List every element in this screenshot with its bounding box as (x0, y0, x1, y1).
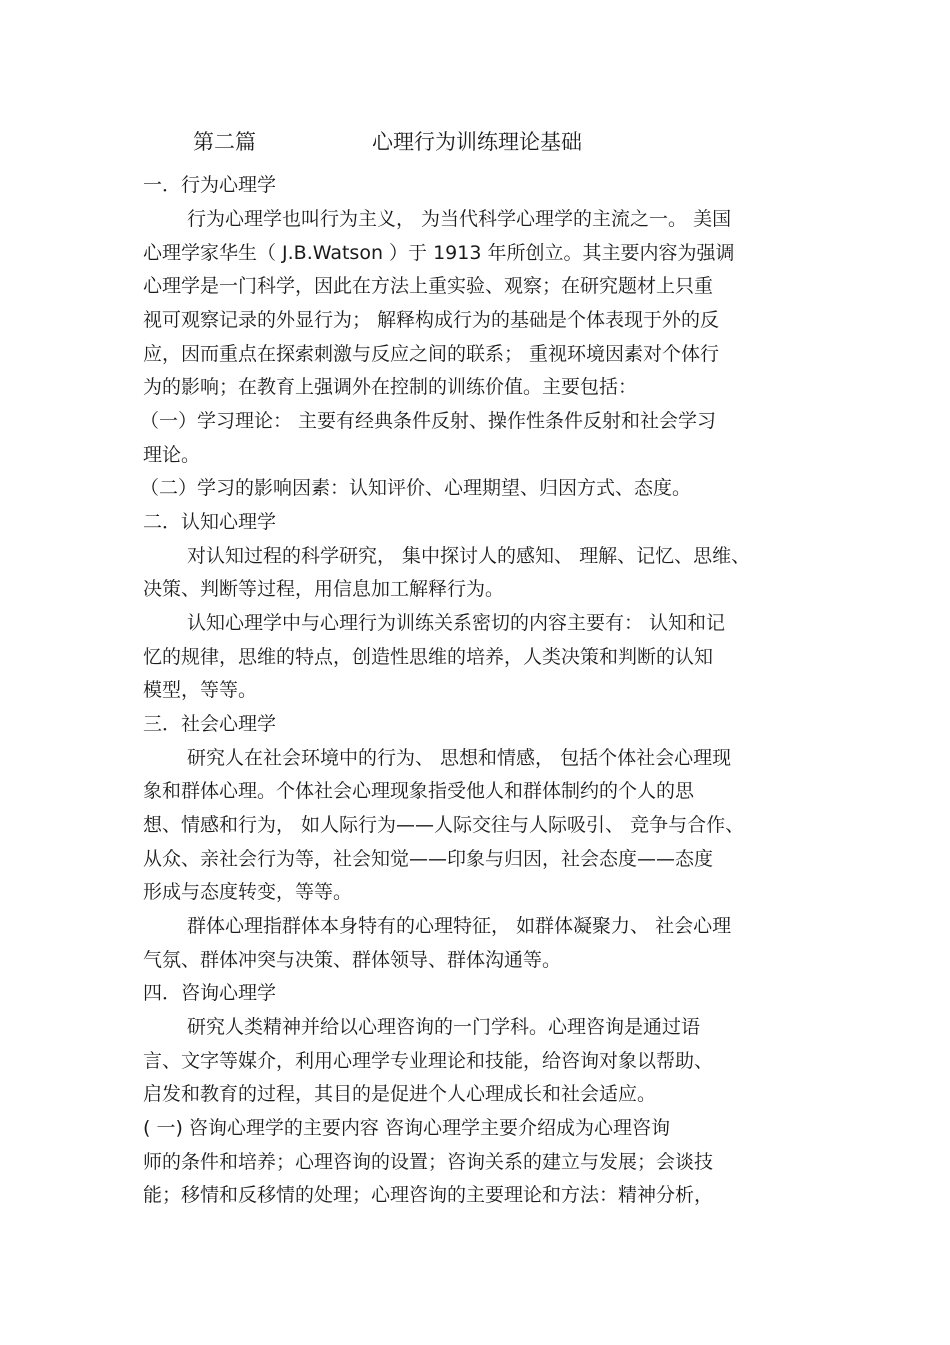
paragraph-line: 决策、判断等过程，用信息加工解释行为。 (143, 578, 505, 600)
section-heading-behavioral: 一．行为心理学 (143, 174, 277, 196)
paragraph-line: 研究人在社会环境中的行为、 思想和情感， 包括个体社会心理现 (187, 747, 732, 769)
section-heading-social: 三．社会心理学 (143, 713, 277, 735)
paragraph-line: 象和群体心理。个体社会心理现象指受他人和群体制约的个人的思 (143, 780, 695, 802)
paragraph-line: 认知心理学中与心理行为训练关系密切的内容主要有： 认知和记 (187, 612, 726, 634)
subsection-line: （一）学习理论： 主要有经典条件反射、操作性条件反射和社会学习 (140, 410, 717, 432)
paragraph-line: 言、文字等媒介，利用心理学专业理论和技能，给咨询对象以帮助、 (143, 1050, 714, 1072)
part-heading: 第二篇 (193, 130, 256, 154)
paragraph-line: 师的条件和培养；心理咨询的设置；咨询关系的建立与发展；会谈技 (143, 1151, 714, 1173)
paragraph-line: 心理学家华生（ J.B.Watson ）于 1913 年所创立。其主要内容为强调 (143, 242, 735, 264)
paragraph-line: 心理学是一门科学，因此在方法上重实验、观察；在研究题材上只重 (143, 275, 714, 297)
part-title: 心理行为训练理论基础 (372, 130, 582, 154)
paragraph-line: 想、情感和行为， 如人际行为——人际交往与人际吸引、 竞争与合作、 (143, 814, 745, 836)
paragraph-line: 能；移情和反移情的处理；心理咨询的主要理论和方法：精神分析， (143, 1184, 714, 1206)
paragraph-line: 研究人类精神并给以心理咨询的一门学科。心理咨询是通过语 (187, 1016, 701, 1038)
paragraph-line: 为的影响；在教育上强调外在控制的训练价值。主要包括： (143, 376, 638, 398)
paragraph-line: 应，因而重点在探索刺激与反应之间的联系； 重视环境因素对个体行 (143, 343, 720, 365)
paragraph-line: 忆的规律，思维的特点，创造性思维的培养，人类决策和判断的认知 (143, 646, 714, 668)
subsection-line: （二）学习的影响因素：认知评价、心理期望、归因方式、态度。 (140, 477, 692, 499)
section-heading-counseling: 四．咨询心理学 (143, 982, 277, 1004)
paragraph-line: 对认知过程的科学研究， 集中探讨人的感知、 理解、记忆、思维、 (187, 545, 751, 567)
paragraph-line: 形成与态度转变，等等。 (143, 881, 353, 903)
paragraph-line: 理论。 (143, 444, 201, 466)
paragraph-line: 群体心理指群体本身特有的心理特征， 如群体凝聚力、 社会心理 (187, 915, 732, 937)
section-heading-cognitive: 二．认知心理学 (143, 511, 277, 533)
paragraph-line: 行为心理学也叫行为主义， 为当代科学心理学的主流之一。 美国 (187, 208, 732, 230)
paragraph-line: 从众、亲社会行为等，社会知觉——印象与归因，社会态度——态度 (143, 848, 714, 870)
paragraph-line: 视可观察记录的外显行为； 解释构成行为的基础是个体表现于外的反 (143, 309, 720, 331)
paragraph-line: 启发和教育的过程，其目的是促进个人心理成长和社会适应。 (143, 1083, 657, 1105)
subsection-line: ( 一) 咨询心理学的主要内容 咨询心理学主要介绍成为心理咨询 (143, 1117, 670, 1139)
paragraph-line: 气氛、群体冲突与决策、群体领导、群体沟通等。 (143, 949, 562, 971)
paragraph-line: 模型，等等。 (143, 679, 258, 701)
